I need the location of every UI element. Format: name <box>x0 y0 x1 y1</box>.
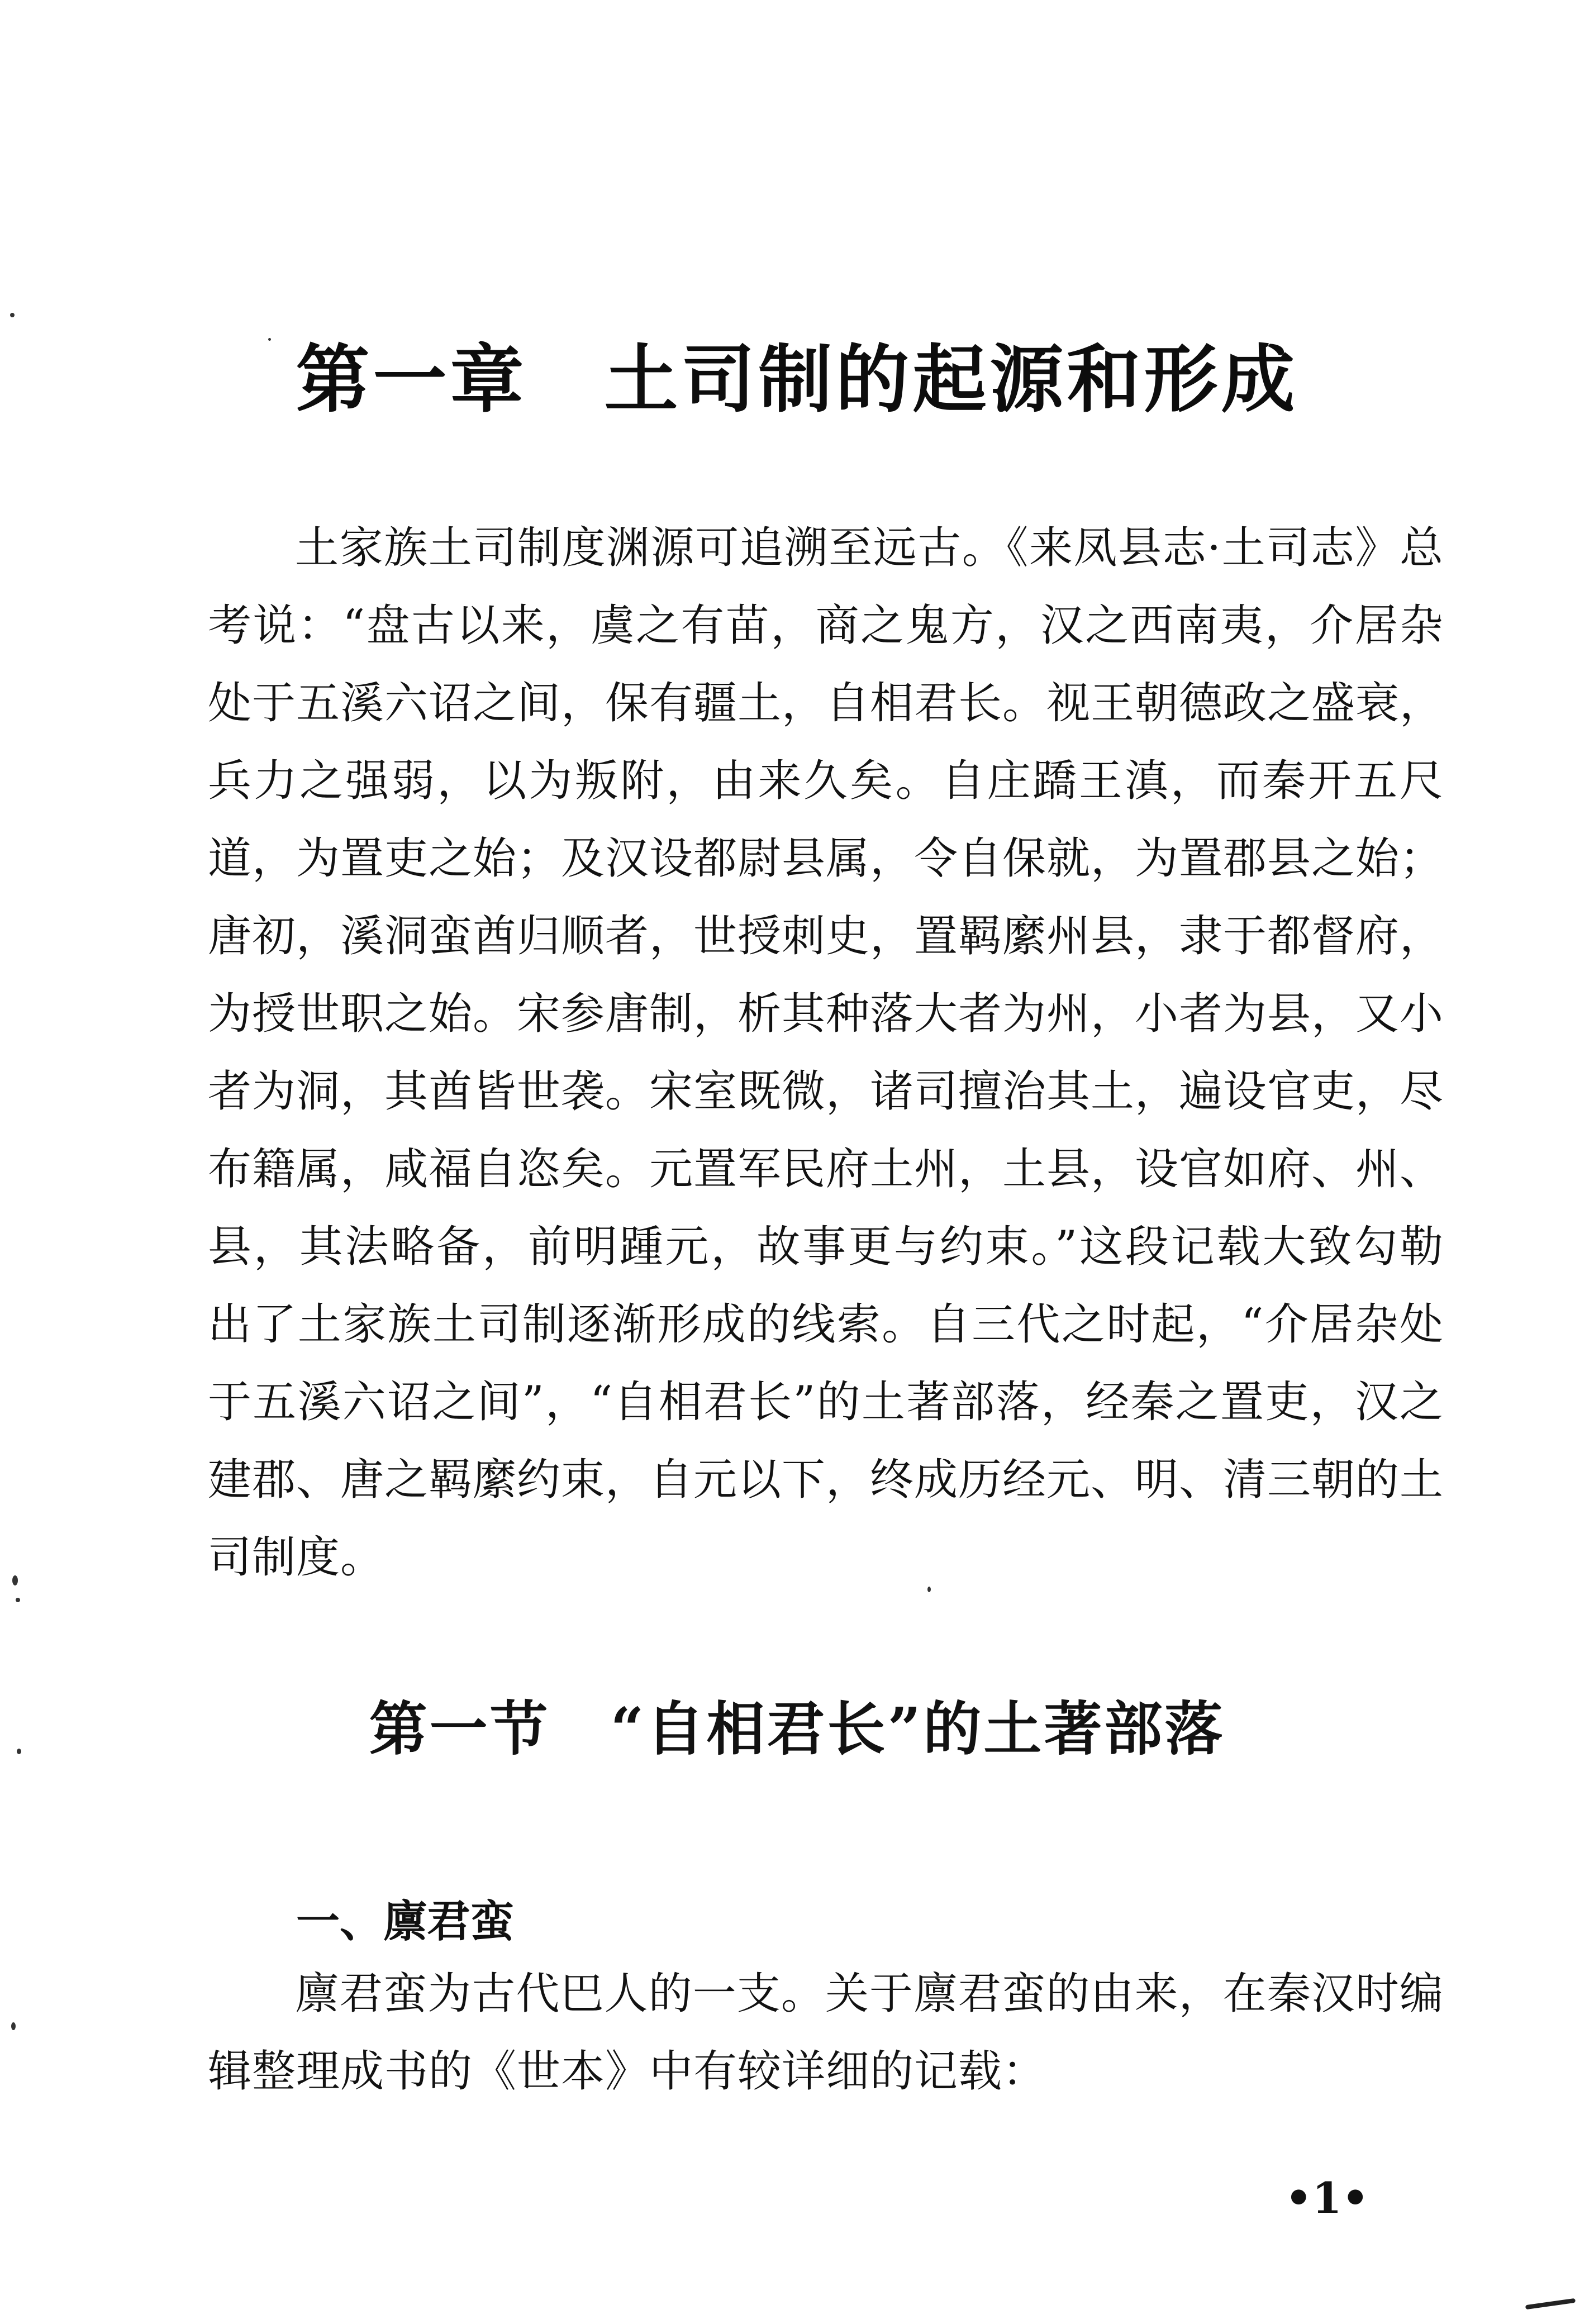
scan-mark <box>1525 2298 1576 2309</box>
scan-speck <box>11 2022 16 2030</box>
scan-speck <box>17 1749 21 1754</box>
scan-speck <box>10 313 15 317</box>
section-title: 第一节 “自相君长”的土著部落 <box>369 1694 1225 1763</box>
scan-speck <box>268 338 271 341</box>
scan-speck <box>16 1598 20 1602</box>
scan-speck <box>12 1575 18 1585</box>
page-number: •1• <box>1285 2173 1369 2223</box>
subsection-paragraph: 廪君蛮为古代巴人的一支。关于廪君蛮的由来，在秦汉时编辑整理成书的《世本》中有较详细的记载： <box>208 1969 1444 2097</box>
intro-paragraph: 土家族土司制度渊源可追溯至远古。《来凤县志·土司志》总考说：“盘古以来，虞之有苗，商之鬼方，汉之西南夷，介居杂处于五溪六诏之间，保有疆土，自相君长。视王朝德政之盛衰，兵力之强弱，以为叛附，由来久矣。自庄蹻王滇，而秦开五尺道，为置吏之始；及汉设都尉县属，令自保就，为置郡县之始；唐初，溪洞蛮酋归顺者，世授刺史，置羁縻州县，隶于都督府，为授世职之始。宋参唐制，析其种落大者为州，小者为县，又小者为洞，其酋皆世袭。宋室既微，诸司擅治其土，遍设官吏，尽布籍属，咸福自恣矣。元置军民府土州，土县，设官如府、州、县，其法略备，前明踵元，故事更与约束。”这段记载大致勾勒出了土家族土司制逐渐形成的线索。自三代之时起，“介居杂处于五溪六诏之间”，“自相君长”的土著部落，经秦之置吏，汉之建郡、唐之羁縻约束，自元以下，终成历经元、明、清三朝的土司制度。 <box>208 523 1444 1583</box>
subsection-heading: 一、廪君蛮 <box>296 1896 515 1947</box>
chapter-title: 第一章 土司制的起源和形成 <box>296 336 1298 423</box>
scan-speck <box>927 1587 931 1592</box>
